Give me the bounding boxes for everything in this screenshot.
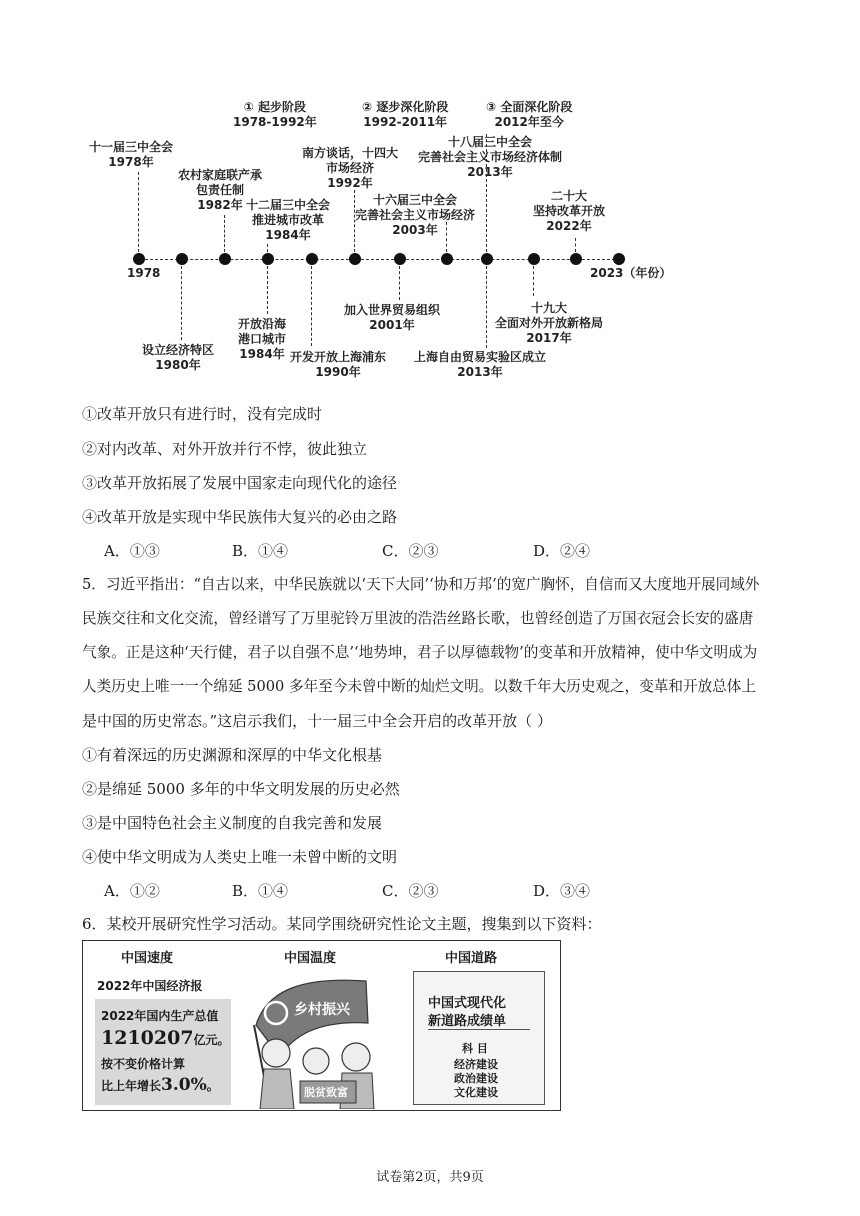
connector bbox=[399, 266, 400, 300]
q5-item-1: ①有着深远的历史渊源和深厚的中华文化根基 bbox=[82, 746, 383, 764]
growth-suffix: 。 bbox=[206, 1079, 219, 1093]
event-text: 完善社会主义市场经济体制 bbox=[418, 150, 563, 164]
q4-option-b[interactable]: B．①④ bbox=[232, 542, 289, 560]
event-year: 2013年 bbox=[467, 165, 513, 179]
event-text: 二十大 bbox=[551, 189, 588, 203]
flag-text: 乡村振兴 bbox=[294, 1002, 350, 1018]
event-2017 bbox=[495, 301, 603, 346]
child-head-icon bbox=[342, 1043, 370, 1071]
event-text: 十六届三中全会 bbox=[373, 193, 458, 207]
q5-stem-line: 是中国的历史常态。”这启示我们，十一届三中全会开启的改革开放（ ） bbox=[82, 712, 552, 730]
event-text: 上海自由贸易实验区成立 bbox=[414, 350, 547, 364]
card-row: 经济建设 bbox=[454, 1058, 498, 1071]
card-row: 文化建设 bbox=[454, 1086, 498, 1099]
event-1990 bbox=[290, 350, 386, 380]
event-text: 农村家庭联产承 bbox=[178, 168, 263, 182]
event-year: 2003年 bbox=[392, 223, 438, 237]
connector bbox=[224, 215, 225, 252]
timeline-start-label: 1978 bbox=[127, 266, 161, 280]
event-text: 完善社会主义市场经济 bbox=[355, 208, 476, 222]
panel-china-warmth bbox=[238, 941, 398, 1109]
q5-stem-line: 民族交往和文化交流，曾经谱写了万里驼铃万里波的浩浩丝路长歌，也曾经创造了万国衣冠会长安的盛唐 bbox=[82, 610, 754, 627]
timeline-dot bbox=[262, 253, 274, 265]
event-year: 1992年 bbox=[327, 176, 373, 190]
event-text: 加入世界贸易组织 bbox=[344, 303, 441, 317]
q4-item-1: ①改革开放只有进行时，没有完成时 bbox=[82, 405, 323, 423]
timeline-dot bbox=[219, 253, 231, 265]
q5-option-b[interactable]: B．①④ bbox=[232, 882, 289, 900]
q4-option-d[interactable]: D．②④ bbox=[533, 542, 591, 560]
event-2022 bbox=[533, 189, 605, 234]
timeline-dot bbox=[133, 253, 145, 265]
phase-3 bbox=[486, 100, 572, 130]
timeline-end-label: 2023（年份） bbox=[590, 266, 672, 280]
phase-title: ① 起步阶段 bbox=[243, 100, 307, 114]
q5-item-4: ④使中华文明成为人类史上唯一未曾中断的文明 bbox=[82, 848, 398, 866]
q4-option-a[interactable]: A．①③ bbox=[104, 542, 160, 560]
event-text: 十二届三中全会 bbox=[246, 198, 331, 212]
card-subject: 科 目 bbox=[462, 1042, 488, 1055]
event-1984-bottom bbox=[238, 317, 286, 362]
timeline-dot bbox=[176, 253, 188, 265]
child-body-icon bbox=[260, 1069, 294, 1109]
event-text: 十八届三中全会 bbox=[448, 135, 533, 149]
event-year: 2022年 bbox=[546, 219, 592, 233]
report-box bbox=[95, 999, 231, 1105]
q5-option-d[interactable]: D．③④ bbox=[533, 882, 591, 900]
phase-1 bbox=[233, 100, 317, 130]
event-year: 1982年 bbox=[197, 198, 243, 212]
growth-line bbox=[101, 1075, 219, 1095]
event-2013-top bbox=[418, 135, 562, 180]
page-footer: 试卷第2页，共9页 bbox=[376, 1170, 484, 1185]
report-name: 2022年中国经济报 bbox=[97, 979, 203, 993]
panel-title: 中国温度 bbox=[284, 951, 337, 966]
connector bbox=[267, 244, 268, 252]
phase-years: 2012年至今 bbox=[494, 115, 564, 129]
q5-item-3: ③是中国特色社会主义制度的自我完善和发展 bbox=[82, 814, 383, 832]
connector bbox=[138, 172, 139, 252]
panel-china-speed bbox=[83, 941, 235, 1109]
event-2013-bottom bbox=[414, 350, 546, 380]
event-1978 bbox=[89, 140, 173, 170]
event-text: 坚持改革开放 bbox=[533, 204, 606, 218]
child-head-icon bbox=[262, 1039, 290, 1067]
event-text: 推进城市改革 bbox=[252, 213, 325, 227]
event-year: 1984年 bbox=[239, 347, 285, 361]
event-year: 1978年 bbox=[108, 155, 154, 169]
card-title-1: 中国式现代化 bbox=[428, 996, 507, 1011]
q6-figure bbox=[82, 940, 561, 1111]
event-year: 2001年 bbox=[369, 318, 415, 332]
panel-title: 中国道路 bbox=[445, 951, 498, 966]
timeline-dot bbox=[306, 253, 318, 265]
report-card bbox=[413, 971, 545, 1105]
event-1984-top bbox=[246, 198, 330, 243]
q4-item-3: ③改革开放拓展了发展中国家走向现代化的途径 bbox=[82, 474, 398, 492]
timeline-axis bbox=[140, 259, 620, 260]
event-text: 包责任制 bbox=[196, 183, 245, 197]
growth-value: 3.0% bbox=[161, 1075, 207, 1095]
phase-2 bbox=[362, 100, 448, 130]
event-text: 市场经济 bbox=[326, 161, 375, 175]
timeline-dot bbox=[613, 253, 625, 265]
timeline-dot bbox=[394, 253, 406, 265]
growth-prefix: 比上年增长 bbox=[101, 1079, 162, 1093]
event-2003 bbox=[355, 193, 475, 238]
event-text: 港口城市 bbox=[238, 332, 287, 346]
gdp-unit: 亿元。 bbox=[193, 1033, 230, 1047]
phase-title: ② 逐步深化阶段 bbox=[362, 100, 449, 114]
event-text: 开放沿海 bbox=[238, 317, 287, 331]
connector bbox=[311, 266, 312, 346]
event-1992 bbox=[302, 146, 398, 191]
q4-item-2: ②对内改革、对外开放并行不悖，彼此独立 bbox=[82, 440, 368, 458]
q5-stem-line: 气象。正是这种‘天行健，君子以自强不息’‘地势坤，君子以厚德载物’的变革和开放精神，使中华文明成为 bbox=[82, 644, 758, 661]
event-text: 设立经济特区 bbox=[142, 343, 215, 357]
event-year: 2013年 bbox=[457, 365, 503, 379]
gdp-value: 1210207 bbox=[101, 1027, 194, 1049]
price-note: 按不变价格计算 bbox=[101, 1057, 186, 1071]
event-year: 1984年 bbox=[265, 228, 311, 242]
event-year: 1980年 bbox=[155, 358, 201, 372]
q5-option-c[interactable]: C．②③ bbox=[382, 882, 439, 900]
q5-item-2: ②是绵延 5000 多年的中华文明发展的历史必然 bbox=[82, 780, 400, 798]
panel-title: 中国速度 bbox=[121, 951, 174, 966]
timeline-dot bbox=[441, 253, 453, 265]
timeline-dot bbox=[528, 253, 540, 265]
connector bbox=[486, 266, 487, 348]
sign-text: 脱贫致富 bbox=[304, 1086, 348, 1099]
phase-title: ③ 全面深化阶段 bbox=[486, 100, 573, 114]
q4-item-4: ④改革开放是实现中华民族伟大复兴的必由之路 bbox=[82, 508, 398, 526]
connector bbox=[575, 238, 576, 252]
event-text: 开发开放上海浦东 bbox=[290, 350, 387, 364]
gdp-value-line bbox=[101, 1027, 230, 1049]
timeline-dot bbox=[481, 253, 493, 265]
gdp-caption: 2022年国内生产总值 bbox=[101, 1009, 219, 1023]
timeline-dot bbox=[570, 253, 582, 265]
q4-option-c[interactable]: C．②③ bbox=[382, 542, 439, 560]
q6-stem: 6．某校开展研究性学习活动。某同学围绕研究性论文主题，搜集到以下资料： bbox=[82, 915, 602, 933]
event-year: 1990年 bbox=[315, 365, 361, 379]
timeline-dot bbox=[349, 253, 361, 265]
event-year: 2017年 bbox=[526, 331, 572, 345]
card-divider bbox=[428, 1029, 530, 1030]
q5-stem-line: 5．习近平指出：“自古以来，中华民族就以‘天下大同’‘协和万邦’的宽广胸怀，自信而又大度地开展同域外 bbox=[82, 576, 760, 593]
panel-china-road bbox=[401, 941, 559, 1109]
connector bbox=[181, 266, 182, 340]
event-text: 十九大 bbox=[531, 301, 568, 315]
event-text: 全面对外开放新格局 bbox=[495, 316, 604, 330]
event-2001 bbox=[344, 303, 440, 333]
q5-stem-line: 人类历史上唯一一个绵延 5000 多年至今未曾中断的灿烂文明。以数千年大历史观之，变革和开放总体上 bbox=[82, 678, 756, 695]
card-title-2: 新道路成绩单 bbox=[428, 1014, 507, 1029]
phase-years: 1992-2011年 bbox=[363, 115, 448, 129]
card-row: 政治建设 bbox=[454, 1072, 498, 1085]
connector bbox=[267, 266, 268, 314]
event-1980 bbox=[142, 343, 214, 373]
child-head-icon bbox=[303, 1048, 329, 1074]
q5-option-a[interactable]: A．①② bbox=[104, 882, 160, 900]
event-text: 南方谈话，十四大 bbox=[302, 146, 399, 160]
phase-years: 1978-1992年 bbox=[233, 115, 317, 129]
connector bbox=[533, 266, 534, 296]
event-text: 十一届三中全会 bbox=[89, 140, 174, 154]
